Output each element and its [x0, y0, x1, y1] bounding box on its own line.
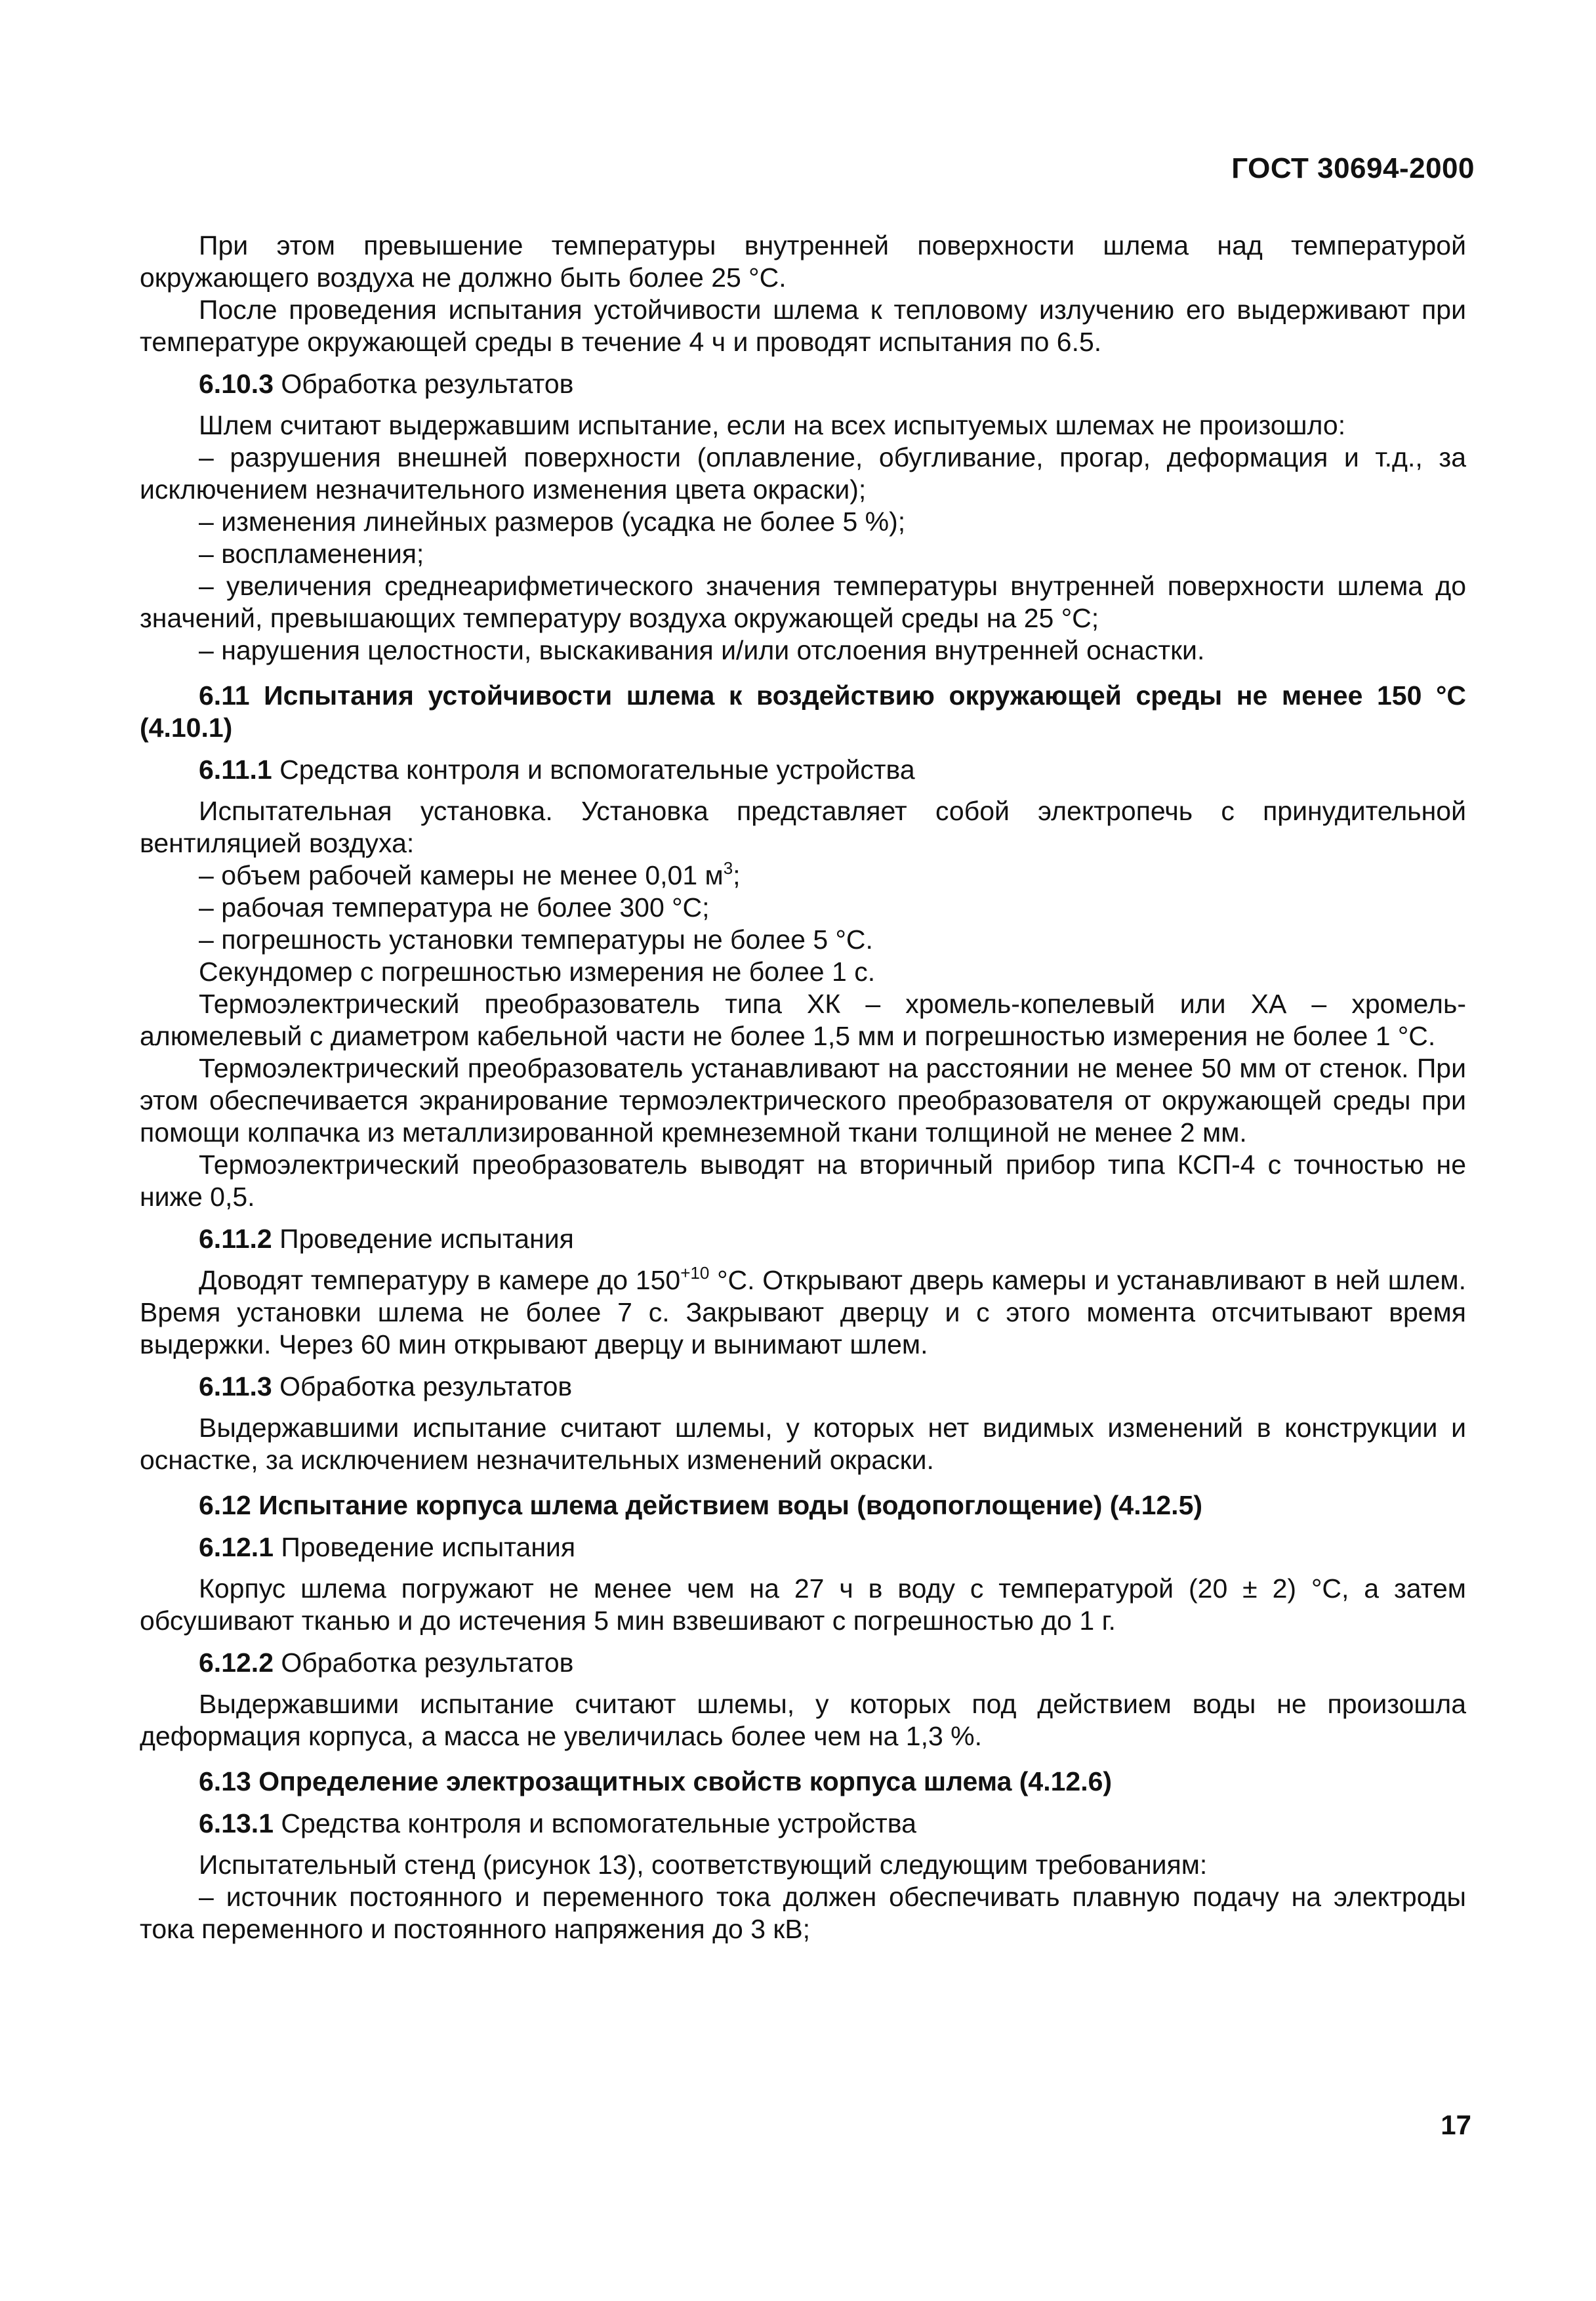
- document-header: ГОСТ 30694-2000: [1231, 152, 1475, 184]
- list-item: – увеличения среднеарифметического значения температуры внутренней поверхности шлема до значений, превышающих температуру воздуха окружающей среды на 25 °С;: [140, 571, 1466, 633]
- paragraph: Доводят температуру в камере до $150^{+10}$ °С. Открывают дверь камеры и устанавливают в ней шлем. Время установки шлема не более 7 с. Закрывают дверцу и с этого момента отсчитывают время выдержки. Через 60 мин открывают дверцу и вынимают шлем.: [140, 1263, 1466, 1359]
- subsection-title: Проведение испытания: [279, 1224, 574, 1254]
- paragraph: Термоэлектрический преобразователь выводят на вторичный прибор типа КСП-4 с точностью не ниже 0,5.: [140, 1150, 1466, 1212]
- section-heading-6-12: 6.12 Испытание корпуса шлема действием воды (водопоглощение) (4.12.5): [199, 1490, 1203, 1520]
- list-item: – рабочая температура не более 300 °С;: [199, 892, 710, 922]
- list-item: – погрешность установки температуры не более 5 °С.: [199, 924, 873, 955]
- list-item: – нарушения целостности, выскакивания и/или отслоения внутренней оснастки.: [199, 635, 1205, 665]
- subsection-title: Проведение испытания: [281, 1532, 576, 1562]
- section-heading-6-11: 6.11 Испытания устойчивости шлема к воздействию окружающей среды не менее 150 °С (4.10.1): [140, 680, 1466, 743]
- section-heading-6-13: 6.13 Определение электрозащитных свойств корпуса шлема (4.12.6): [199, 1766, 1113, 1796]
- subsection-title: Средства контроля и вспомогательные устройства: [279, 755, 915, 785]
- paragraph: Термоэлектрический преобразователь устанавливают на расстоянии не менее 50 мм от стенок. При этом обеспечивается экранирование термоэлектрического преобразователя от окружающей среды при помощи колпачка из металлизированной кремнеземной ткани толщиной не менее 2 мм.: [140, 1053, 1466, 1148]
- subsection-number: 6.13.1: [199, 1808, 274, 1838]
- subsection-title: Средства контроля и вспомогательные устройства: [281, 1808, 916, 1838]
- superscript: 3: [723, 858, 733, 878]
- subsection-6-13-1: [140, 1808, 1466, 1840]
- superscript: +10: [680, 1263, 710, 1283]
- paragraph: Испытательная установка. Установка представляет собой электропечь с принудительной вентиляцией воздуха:: [140, 796, 1466, 858]
- paragraph: Секундомер с погрешностью измерения не более 1 с.: [199, 957, 876, 987]
- paragraph: Выдержавшими испытание считают шлемы, у которых под действием воды не произошла деформация корпуса, а масса не увеличилась более чем на 1,3 %.: [140, 1689, 1466, 1751]
- subsection-6-12-1: [140, 1531, 1466, 1564]
- paragraph: Испытательный стенд (рисунок 13), соответствующий следующим требованиям:: [199, 1850, 1208, 1880]
- subsection-6-11-2: [140, 1223, 1466, 1255]
- paragraph: Выдержавшими испытание считают шлемы, у которых нет видимых изменений в конструкции и оснастке, за исключением незначительных изменений окраски.: [140, 1413, 1466, 1475]
- subsection-number: 6.10.3: [199, 369, 274, 399]
- list-item: – воспламенения;: [199, 539, 424, 569]
- paragraph: Шлем считают выдержавшим испытание, если на всех испытуемых шлемах не произошло:: [199, 410, 1346, 440]
- paragraph: Корпус шлема погружают не менее чем на 27 ч в воду с температурой (20 ± 2) °С, а затем обсушивают тканью и до истечения 5 мин взвешивают с погрешностью до 1 г.: [140, 1573, 1466, 1636]
- list-item: – изменения линейных размеров (усадка не более 5 %);: [199, 507, 906, 537]
- paragraph: Термоэлектрический преобразователь типа ХК – хромель-копелевый или ХА – хромель-алюмелевый с диаметром кабельной части не более 1,5 мм и погрешностью измерения не более 1 °С.: [140, 989, 1466, 1051]
- list-item: – источник постоянного и переменного тока должен обеспечивать плавную подачу на электроды тока переменного и постоянного напряжения до 3 кВ;: [140, 1882, 1466, 1944]
- subsection-title: Обработка результатов: [281, 1648, 574, 1678]
- subsection-number: 6.11.1: [199, 755, 272, 785]
- subsection-title: Обработка результатов: [279, 1371, 573, 1401]
- subsection-number: 6.12.2: [199, 1648, 274, 1678]
- subsection-title: Обработка результатов: [281, 369, 574, 399]
- subsection-number: 6.12.1: [199, 1532, 274, 1562]
- paragraph: При этом превышение температуры внутренней поверхности шлема над температурой окружающего воздуха не должно быть более 25 °С.: [140, 230, 1466, 293]
- subsection-6-12-2: [140, 1647, 1466, 1679]
- document-body: [140, 230, 1466, 1945]
- subsection-number: 6.11.3: [199, 1371, 272, 1401]
- list-item: – разрушения внешней поверхности (оплавление, обугливание, прогар, деформация и т.д., за исключением незначительного изменения цвета окраски);: [140, 442, 1466, 505]
- subsection-6-10-3: [140, 368, 1466, 400]
- subsection-6-11-3: [140, 1371, 1466, 1403]
- paragraph: После проведения испытания устойчивости шлема к тепловому излучению его выдерживают при температуре окружающей среды в течение 4 ч и проводят испытания по 6.5.: [140, 295, 1466, 357]
- page-number: 17: [1441, 2109, 1471, 2140]
- subsection-number: 6.11.2: [199, 1224, 272, 1254]
- subsection-6-11-1: [140, 754, 1466, 786]
- list-item: – объем рабочей камеры не менее 0,01 $м^3$;: [199, 858, 741, 890]
